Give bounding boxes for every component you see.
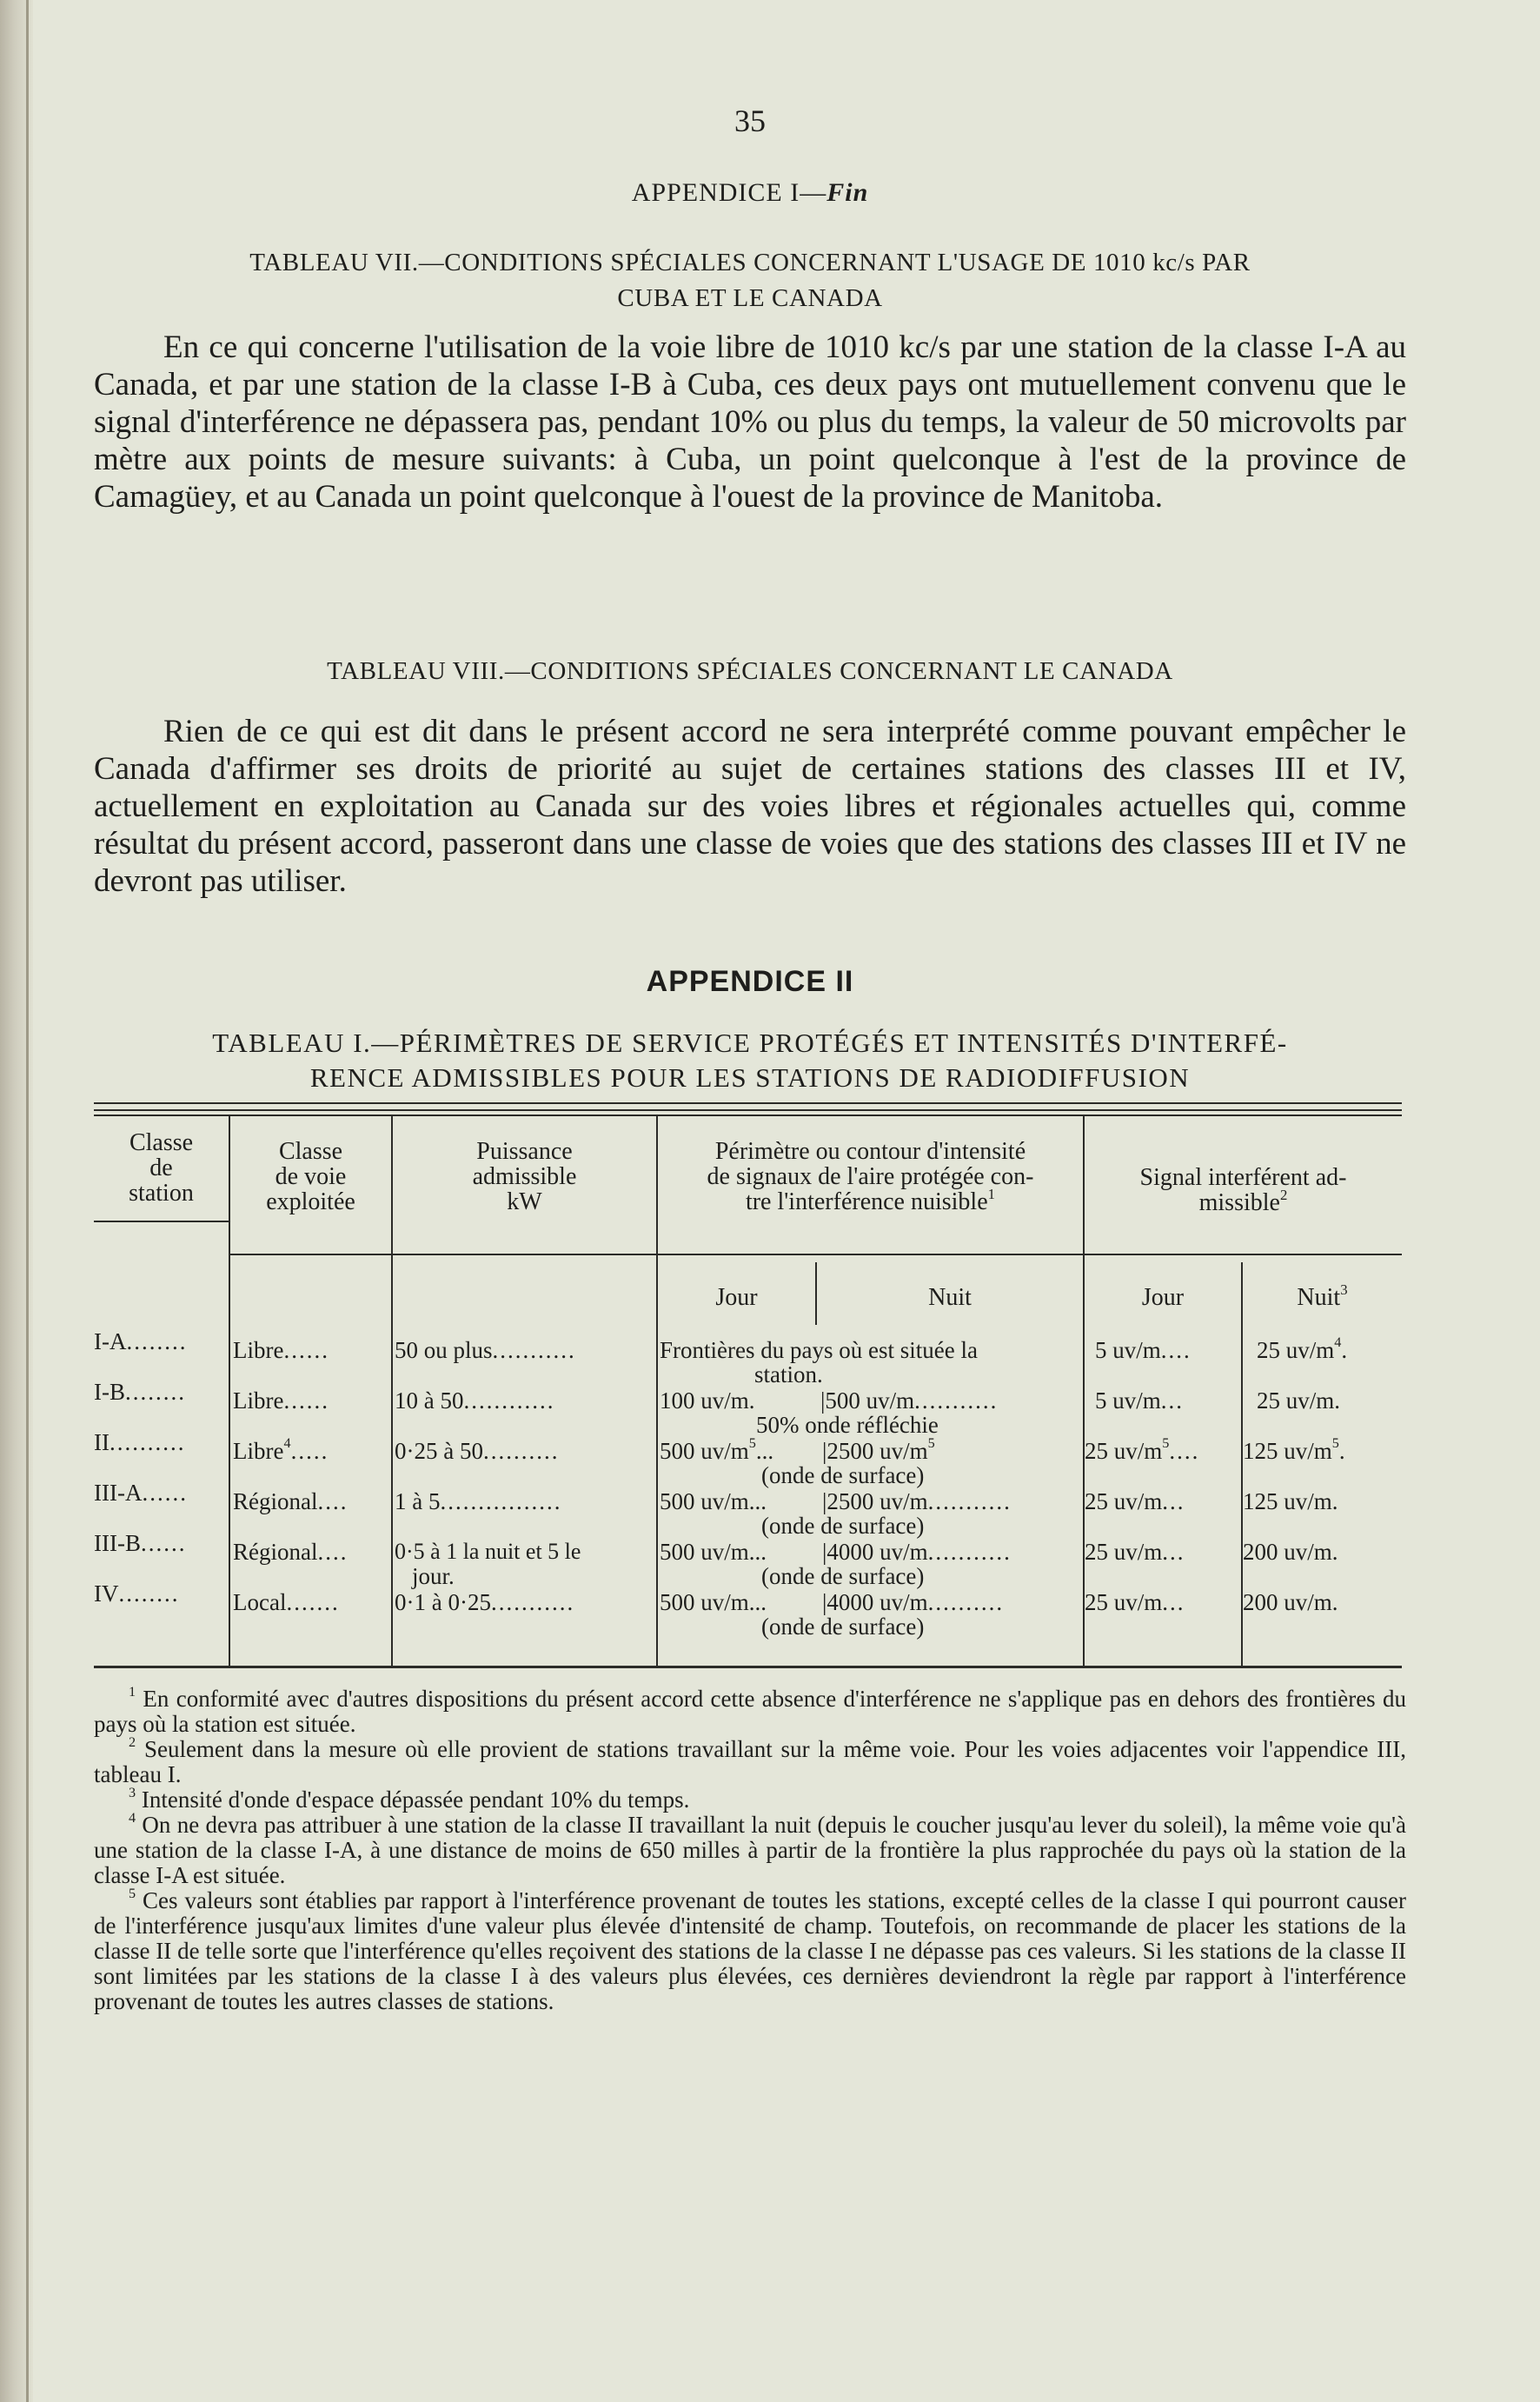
tableau-vii-title-line1: TABLEAU VII.—CONDITIONS SPÉCIALES CONCERNANT L'USAGE DE 1010 kc/s PAR [249,249,1251,276]
header-puissance [393,1139,656,1214]
row-iiib-classe: III-B...... [94,1530,187,1556]
footnote-1: $^1$ En conformité avec d'autres dispositions du présent accord cette absence d'interférence ne s'applique pas en dehors des frontières du pays où la station est située. [94,1684,1406,1737]
header-puissance-l1: Puissance [476,1138,573,1165]
page-binding-line [26,0,29,2402]
row-ii-perimetre-nuit: |2500 $uv/m^5$ [822,1435,935,1464]
row-iiia-perimetre-sub: (onde de surface) [761,1513,925,1539]
tableau-vii-title-line2: CUBA ET LE CANADA [617,284,883,312]
row-iiib-signal-jour: 25 uv/m... [1085,1539,1185,1565]
row-ib-perimetre-sub: 50% onde réfléchie [756,1412,939,1438]
running-head [94,178,1406,208]
row-ia-perimetre: Frontières du pays où est située la [660,1337,978,1363]
row-iv-signal-nuit: 200 uv/m. [1243,1589,1338,1615]
header-underline-1 [94,1221,229,1222]
appendix-ii-table-title-line2: RENCE ADMISSIBLES POUR LES STATIONS DE RADIODIFFUSION [309,1062,1191,1093]
header-classe-station-l2: de [149,1154,173,1181]
header-perimetre-l2: de signaux de l'aire protégée con- [707,1163,1034,1190]
header-classe-station-l1: Classe [129,1129,194,1156]
header-signal-nuit-text: Nuit [1297,1284,1341,1311]
row-ib-perimetre-jour: 100 uv/m. [660,1387,755,1414]
running-head-italic: Fin [826,178,869,207]
header-perimetre-nuit: Nuit [928,1284,972,1311]
row-ia-perimetre-sub: station. [754,1361,823,1387]
row-ii-puissance: 0·25 à 50.......... [395,1438,560,1464]
table-bottom-rule [94,1666,1402,1668]
row-iv-perimetre-nuit: |4000 uv/m.......... [822,1589,1005,1615]
footnote-ref-5d: 5 [1331,1435,1339,1451]
header-signal-l2-text: missible [1198,1189,1280,1216]
row-ib-puissance: 10 à 50............ [395,1387,555,1414]
row-iv-puissance: 0·1 à 0·25........... [395,1589,575,1615]
row-ii-perimetre-jour: 500 $uv/m^5$... [660,1435,774,1464]
row-ia-signal-jour: 5 uv/m.... [1095,1337,1192,1363]
row-iiib-signal-nuit: 200 uv/m. [1243,1539,1338,1565]
row-iv-perimetre-sub: (onde de surface) [761,1614,925,1640]
row-iiia-classe: III-A...... [94,1480,188,1506]
footnote-5: $^5$ Ces valeurs sont établies par rapport à l'interférence provenant de toutes les stations, excepté celles de la classe I qui pourront causer de l'interférence jusqu'aux limites d'une valeur plus élevée d'intensité de champ. Toutefois, on recommande de placer les stations de la classe II de telle sorte que l'interférence qu'elles reçoivent des stations de la classe I ne dépasse pas ces valeurs. Si les stations de la classe II sont limitées par les stations de la classe I à des valeurs plus élevées, ces dernières deviendront la règle par rapport à l'interférence provenant de toutes les autres classes de stations. [94,1886,1407,2014]
row-ii-signal-nuit: 125 $uv/m^5$. [1243,1435,1345,1464]
header-classe-voie-l3: exploitée [266,1188,355,1215]
row-ia-classe: I-A........ [94,1328,188,1354]
header-puissance-l3: kW [507,1188,542,1215]
header-perimetre-l3 [658,1186,1083,1215]
row-ib-voie: Libre...... [233,1387,329,1414]
tableau-viii-paragraph: Rien de ce qui est dit dans le présent accord ne sera interprété comme pouvant empêcher le Canada d'affirmer ses droits de priorité au sujet de certaines stations des classes III et IV, actuellement en exploitation au Canada sur des voies libres et régionales actuelles qui, comme résultat du présent accord, passeront dans une classe de voies que des stations des classes III et IV ne devront pas utiliser. [94,714,1406,899]
row-iiib-voie: Régional.... [233,1539,348,1565]
row-iv-classe: IV........ [94,1580,180,1607]
tableau-vii-title [94,245,1406,316]
header-signal-jour: Jour [1141,1284,1185,1311]
footnote-4: $^4$ On ne devra pas attribuer à une station de la classe II travaillant la nuit (depuis le coucher jusqu'au lever du soleil), la même voie qu'à une station de la classe I-A, à une distance de moins de 650 milles à partir de la frontière la plus rapprochée du pays où la station de la classe I-A est située. [94,1810,1407,1888]
row-iiia-voie: Régional.... [233,1488,348,1514]
header-signal [1085,1165,1402,1215]
appendix-ii-title: APPENDICE II [646,965,854,998]
row-ia-signal-nuit: 25 $uv/m^4$. [1257,1334,1348,1363]
row-iiia-puissance: 1 à 5................ [395,1488,562,1514]
row-iv-voie: Local....... [233,1589,340,1615]
row-iv-perimetre-jour: 500 uv/m... [660,1589,767,1615]
row-ib-perimetre-nuit: |500 uv/m........... [820,1387,999,1414]
footnotes [94,1684,1407,2014]
header-classe-station [94,1130,229,1206]
row-iiia-signal-jour: 25 uv/m... [1085,1488,1185,1514]
row-ii-perimetre-sub: (onde de surface) [761,1462,925,1488]
row-ib-signal-nuit: 25 uv/m. [1257,1387,1341,1414]
row-ib-classe: I-B........ [94,1379,186,1405]
footnote-ref-4: 4 [1334,1334,1342,1350]
row-iiia-signal-nuit: 125 uv/m. [1243,1488,1338,1514]
footnote-ref-2: 2 [1279,1187,1288,1203]
header-perimetre-l3-text: tre l'interférence nuisible [745,1188,988,1215]
footnote-ref-5b: 5 [927,1435,935,1451]
row-ia-puissance: 50 ou plus........... [395,1337,576,1363]
row-iiia-perimetre-jour: 500 uv/m... [660,1488,767,1514]
row-iiib-perimetre-jour: 500 uv/m... [660,1539,767,1565]
header-classe-voie [230,1139,391,1214]
row-iiib-perimetre-nuit: |4000 uv/m........... [822,1539,1012,1565]
footnote-ref-3: 3 [1340,1281,1348,1298]
document-page [94,0,1406,2402]
row-iiib-perimetre-sub: (onde de surface) [761,1563,925,1589]
appendix-ii-table-title [94,1026,1406,1095]
interference-table [94,1102,1406,1676]
row-iiib-puissance-sub: jour. [412,1563,455,1589]
tableau-viii-title: TABLEAU VIII.—CONDITIONS SPÉCIALES CONCERNANT LE CANADA [327,657,1173,685]
header-signal-nuit [1243,1281,1402,1311]
table-top-rule [94,1102,1402,1104]
row-ib-signal-jour: 5 uv/m... [1095,1387,1185,1414]
running-head-text: APPENDICE I— [631,178,827,207]
footnote-ref-1: 1 [987,1186,996,1202]
row-ia-voie: Libre...... [233,1337,329,1363]
tableau-vii-paragraph: En ce qui concerne l'utilisation de la voie libre de 1010 kc/s par une station de la classe I-A au Canada, et par une station de la classe I-B à Cuba, ces deux pays ont mutuellement convenu que le signal d'interférence ne dépassera pas, pendant 10% ou plus du temps, la valeur de 50 microvolts par mètre aux points de mesure suivants: à Cuba, un point quelconque à l'est de la province de Camagüey, et au Canada un point quelconque à l'ouest de la province de Manitoba. [94,329,1406,515]
row-iiia-perimetre-nuit: |2500 uv/m........... [822,1488,1012,1514]
row-ii-voie: Libre$^4$..... [233,1435,329,1464]
header-puissance-l2: admissible [472,1163,577,1190]
header-perimetre [658,1139,1083,1214]
table-top-rule-3 [94,1115,1402,1116]
row-ii-signal-jour: 25 $uv/m^5$.... [1085,1435,1200,1464]
header-underline-2 [229,1254,1402,1255]
header-signal-l1: Signal interférent ad- [1139,1164,1347,1191]
header-classe-station-l3: station [129,1180,194,1207]
row-iiib-puissance: 0·5 à 1 la nuit et 5 le [395,1539,581,1564]
footnote-2: $^2$ Seulement dans la mesure où elle provient de stations travaillant sur la même voie. Pour les voies adjacentes voir l'appendice III, tableau I. [94,1734,1407,1787]
page-number: 35 [734,103,766,138]
footnote-ref-5a: 5 [748,1435,756,1451]
footnote-3: $^3$ Intensité d'onde d'espace dépassée pendant 10% du temps. [129,1785,690,1813]
footnote-ref-4b: 4 [283,1435,291,1451]
header-classe-voie-l2: de voie [275,1163,347,1190]
appendix-ii-table-title-line1: TABLEAU I.—PÉRIMÈTRES DE SERVICE PROTÉGÉS ET INTENSITÉS D'INTERFÉ- [212,1028,1288,1058]
header-classe-voie-l1: Classe [278,1138,343,1165]
footnote-ref-5c: 5 [1162,1435,1170,1451]
header-signal-l2 [1085,1187,1402,1216]
table-top-rule-2 [94,1109,1402,1111]
header-perimetre-l1: Périmètre ou contour d'intensité [714,1138,1026,1165]
row-iv-signal-jour: 25 uv/m... [1085,1589,1185,1615]
header-perimetre-jour: Jour [715,1284,758,1311]
row-ii-classe: II.......... [94,1429,186,1455]
